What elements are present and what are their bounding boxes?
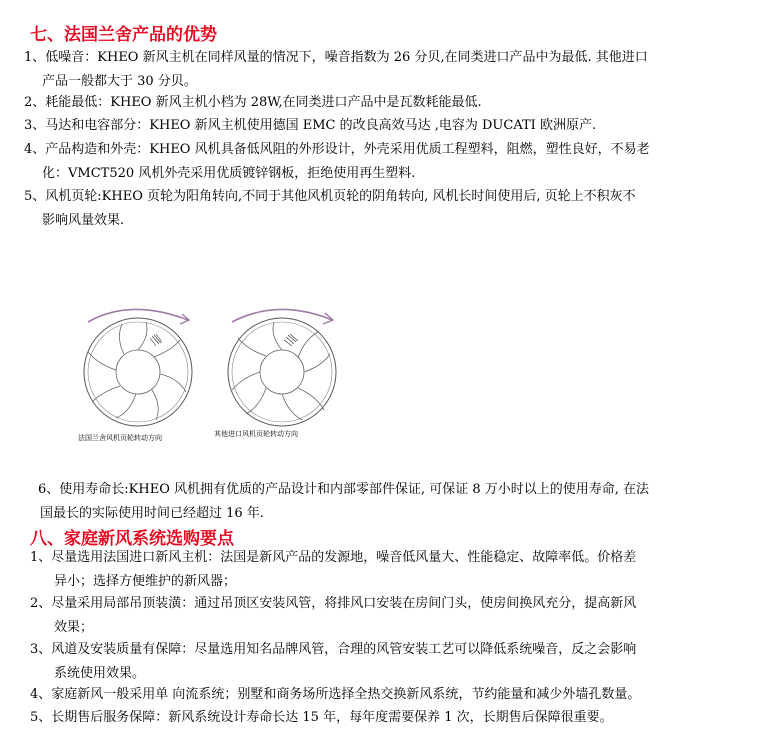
section-7-item-1: 1、低噪音：KHEO 新风主机在同样风量的情况下，噪音指数为 26 分贝,在同类进口产品中为最低. 其他进口 产品一般都大于 30 分贝。: [24, 50, 648, 89]
section-8-heading: 八、家庭新风系统选购要点: [30, 529, 234, 549]
other-impeller-caption: 其他进口风机页轮转动方向: [214, 430, 298, 438]
impeller-rotation-figure: [70, 300, 350, 448]
section-8-item-4: 4、家庭新风一般采用单 向流系统；别墅和商务场所选择全热交换新风系统，节约能量和减少外墙孔数量。: [30, 687, 641, 702]
section-8-item-2: 2、尽量采用局部吊顶装潢：通过吊顶区安装风管，将排风口安装在房间门头，使房间换风充分，提高新风 效果；: [30, 596, 637, 635]
section-7-item-6: 6、使用寿命长:KHEO 风机拥有优质的产品设计和内部零部件保证, 可保证 8 万小时以上的使用寿命, 在法 国最长的实际使用时间已经超过 16 年.: [38, 482, 650, 521]
section-7-item-5: 5、风机页轮:KHEO 页轮为阳角转向,不同于其他风机页轮的阴角转向, 风机长时间使用后, 页轮上不积灰不 影响风量效果.: [24, 189, 636, 228]
section-7-item-4: 4、产品构造和外壳：KHEO 风机具备低风阻的外形设计，外壳采用优质工程塑料，阻燃，塑性良好，不易老 化：VMCT520 风机外壳采用优质镀锌钢板，拒绝使用再生塑料.: [24, 142, 650, 181]
section-7-item-3: 3、马达和电容部分：KHEO 新风主机使用德国 EMC 的改良高效马达 ,电容为 DUCATI 欧洲原产.: [24, 118, 597, 133]
other-impeller-icon: [212, 300, 352, 430]
other-impeller-diagram: [212, 300, 352, 434]
section-8-item-5: 5、长期售后服务保障：新风系统设计寿命长达 15 年，每年度需要保养 1 次，长期售后保障很重要。: [30, 710, 613, 725]
section-8-item-1: 1、尽量选用法国进口新风主机：法国是新风产品的发源地，噪音低风量大、性能稳定、故障率低。价格差 异小；选择方便维护的新风器；: [30, 550, 637, 589]
kheo-impeller-caption: 法国兰舍风机页轮转动方向: [78, 434, 162, 442]
section-7-heading: 七、法国兰舍产品的优势: [30, 25, 217, 45]
kheo-impeller-diagram: [70, 300, 210, 434]
section-7-item-2: 2、耗能最低：KHEO 新风主机小档为 28W,在同类进口产品中是瓦数耗能最低.: [24, 95, 482, 110]
section-8-item-3: 3、风道及安装质量有保障：尽量选用知名品牌风管，合理的风管安装工艺可以降低系统噪音，反之会影响 系统使用效果。: [30, 642, 637, 681]
kheo-impeller-icon: [70, 300, 210, 430]
